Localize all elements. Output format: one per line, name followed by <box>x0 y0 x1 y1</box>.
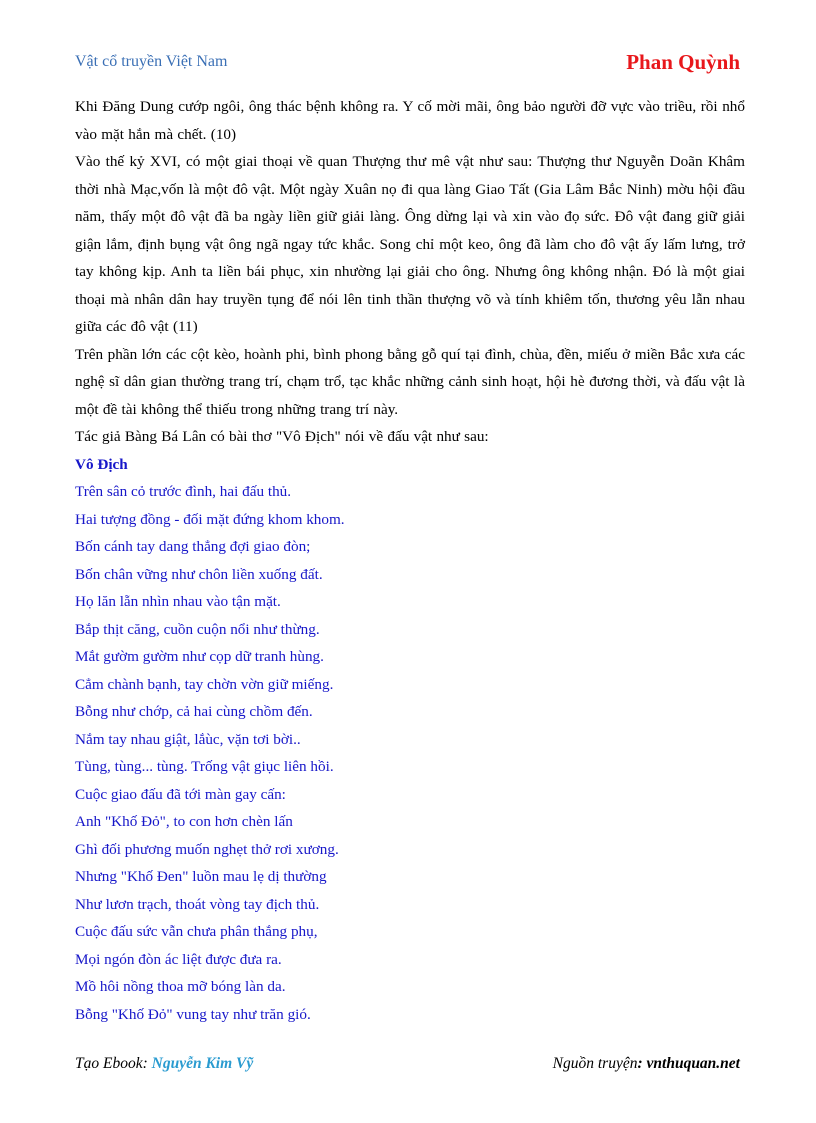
poem-line: Ghì đối phương muốn nghẹt thở rơi xương. <box>75 840 339 858</box>
poem-line: Cuộc đấu sức vẫn chưa phân thắng phụ, <box>75 923 318 940</box>
ebook-credit <box>75 1055 253 1073</box>
poem-line: Bốn cánh tay dang thẳng đợi giao đòn; <box>75 538 311 555</box>
source-credit <box>553 1055 740 1073</box>
page-footer <box>75 1055 740 1077</box>
poem-line: Mọi ngón đòn ác liệt được đưa ra. <box>75 950 282 968</box>
paragraph: Vào thế kỷ XVI, có một giai thoại về quan Thượng thư mê vật như sau: Thượng thư Nguyễn Doãn Khâm thời nhà Mạc,vốn là một đô vật. Một ngày Xuân nọ đi qua làng Giao Tất (Gia Lâm Bắc Ninh) mờu hội đầu năm, thấy một đô vật đã ba ngày liền giữ giải làng. Ông dừng lại và xin vào đọ sức. Đô vật đang giữ giải giận lắm, định bụng vật ông ngã ngay tức khắc. Song chỉ một keo, ông đã làm cho đô vật ấy lấm lưng, trở tay không kịp. Anh ta liền bái phục, xin nhường lại giải cho ông. Nhưng ông không nhận. Đó là một giai thoại mà nhân dân hay truyền tụng để nói lên tinh thần thượng võ và tính khiêm tốn, thương yêu lẫn nhau giữa các đô vật (11) <box>75 153 745 335</box>
poem-line: Anh "Khố Đỏ", to con hơn chèn lấn <box>75 813 293 830</box>
source-credit-separator: : <box>637 1055 647 1072</box>
paragraph: Khi Đăng Dung cướp ngôi, ông thác bệnh không ra. Y cố mời mãi, ông bảo người đỡ vực vào triều, rồi nhổ vào mặt hắn mà chết. (10) <box>75 98 745 143</box>
paragraph: Trên phần lớn các cột kèo, hoành phi, bình phong bằng gỗ quí tại đình, chùa, đền, miếu ở miền Bắc xưa các nghệ sĩ dân gian thường trang trí, chạm trổ, tạc khắc những cảnh sinh hoạt, hội hè đương thời, và đấu vật là một đề tài không thể thiếu trong những trang trí này. <box>75 345 745 418</box>
poem-line: Tùng, tùng... tùng. Trống vật giục liên hồi. <box>75 758 334 775</box>
poem-line: Cuộc giao đấu đã tới màn gay cấn: <box>75 785 286 803</box>
page-content <box>75 93 745 1028</box>
poem-line: Bỗng "Khố Đỏ" vung tay như trăn gió. <box>75 1005 311 1023</box>
source-site-name: vnthuquan.net <box>646 1055 740 1072</box>
poem-line: Trên sân cỏ trước đình, hai đấu thủ. <box>75 483 292 500</box>
poem-line: Họ lăn lẵn nhìn nhau vào tận mặt. <box>75 593 281 610</box>
ebook-credit-label: Tạo Ebook <box>75 1055 143 1072</box>
book-title: Vật cổ truyền Việt Nam <box>75 53 228 70</box>
ebook-credit-separator: : <box>142 1055 152 1072</box>
poem-line: Nắm tay nhau giật, lắùc, vặn tơi bời.. <box>75 730 301 748</box>
ebook-creator-name: Nguyễn Kim Vỹ <box>151 1055 254 1072</box>
poem-line: Nhưng "Khố Đen" luồn mau lẹ dị thường <box>75 868 327 885</box>
page-header <box>75 50 740 76</box>
poem-line: Bỗng như chớp, cả hai cùng chồm đến. <box>75 703 313 720</box>
poem-line: Bắp thịt căng, cuồn cuộn nổi như thừng. <box>75 620 320 638</box>
poem-line: Cẳm chành bạnh, tay chờn vờn giữ miếng. <box>75 675 334 693</box>
poem-body <box>75 478 745 1028</box>
poem-line: Mắt gườm gườm như cọp dữ tranh hùng. <box>75 648 324 665</box>
poem-line: Mồ hôi nồng thoa mỡ bóng làn da. <box>75 978 286 995</box>
poem-line: Hai tượng đồng - đối mặt đứng khom khom. <box>75 510 345 528</box>
author-name: Phan Quỳnh <box>626 50 740 74</box>
poem-line: Như lươn trạch, thoát vòng tay địch thủ. <box>75 895 320 913</box>
paragraph: Tác giả Bàng Bá Lân có bài thơ "Vô Địch" nói về đấu vật như sau: <box>75 428 489 445</box>
poem-title: Vô Địch <box>75 455 128 473</box>
source-credit-label: Nguồn truyện <box>552 1055 638 1072</box>
poem-line: Bốn chân vững như chôn liền xuống đất. <box>75 565 323 583</box>
